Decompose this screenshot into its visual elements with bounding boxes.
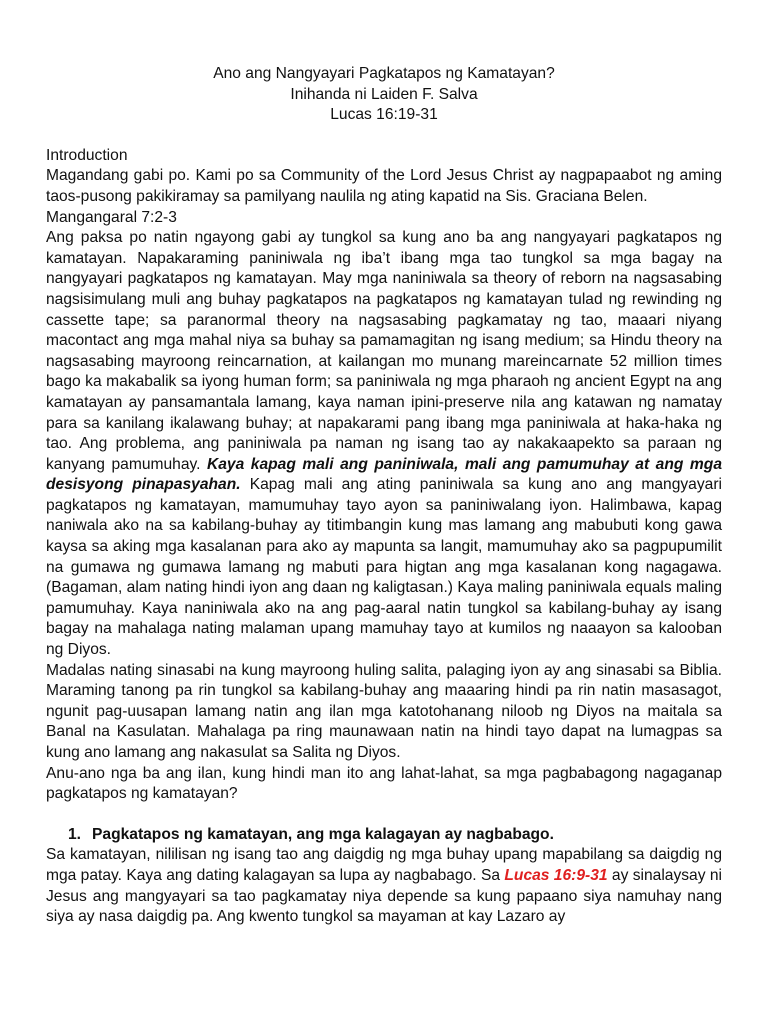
topic-paragraph	[46, 228, 722, 660]
section-1-paragraph	[46, 845, 722, 927]
section-1-text-a: Sa kamatayan, nililisan ng isang tao ang daigdig ng mga buhay upang mapabilang sa daigdig ng mga patay. Kaya ang dating kalagayan sa lupa ay nagbabago. Sa	[46, 846, 722, 884]
author-line: Inihanda ni Laiden F. Salva	[290, 85, 478, 103]
greeting-paragraph: Magandang gabi po. Kami po sa Community of the Lord Jesus Christ ay nagpapaabot ng aming taos-pusong pakikiramay sa pamilyang naulila ng ating kapatid na Sis. Graciana Belen.	[46, 167, 722, 205]
scripture-ref-link: Lucas 16:9-31	[504, 866, 608, 884]
bible-paragraph: Madalas nating sinasabi na kung mayroong huling salita, palaging iyon ay ang sinasabi sa Biblia. Maraming tanong pa rin tungkol sa kabilang-buhay ang maaaring hindi pa rin natin masasagot, ngunit pag-uusapan lamang natin ang ilan mga katotohanang niloob ng Diyos na maitala sa Banal na Kasulatan. Mahalaga pa ring maunawaan natin na hindi tayo dapat na lumagpas sa kung ano lamang ang nakasulat sa Salita ng Diyos.	[46, 661, 722, 761]
section-1-number: 1.	[68, 825, 82, 843]
verse-reference: Mangangaral 7:2-3	[46, 208, 177, 226]
scripture-reference: Lucas 16:19-31	[330, 106, 438, 124]
title-block	[46, 64, 722, 126]
section-1-title: Pagkatapos ng kamatayan, ang mga kalagayan ay nagbabago.	[92, 825, 554, 843]
question-paragraph: Anu-ano nga ba ang ilan, kung hindi man ito ang lahat-lahat, sa mga pagbabagong nagaganap pagkatapos ng kamatayan?	[46, 764, 722, 803]
section-1-heading	[46, 825, 722, 846]
topic-text-a: Ang paksa po natin ngayong gabi ay tungkol sa kung ano ba ang nangyayari pagkatapos ng kamatayan. Napakaraming paniniwala ng iba’t ibang mga tao tungkol sa mga bagay na nangyayari pagkatapos ng kamatayan. May mga naniniwala sa theory of reborn na nagsasabing nagsisimulang muli ang buhay pagkatapos na pagkatapos ng kamatayan tulad ng rewinding ng cassette tape; sa paranormal theory na nagsasabing pagkamatay ng tao, maaari niyang macontact ang mga mahal niya sa buhay sa pamamagitan ng isang medium; sa Hindu theory na nagsasabing mayroong reincarnation, at kailangan mo munang mareincarnate 52 million times bago ka makabalik sa iyong human form; sa paniniwala ng mga pharaoh ng ancient Egypt na ang kamatayan ay pansamantala lamang, kaya naman ipini-preserve nila ang katawan ng namatay para sa kanilang ikalawang buhay; at napakarami pang ibang mga paniniwala at haka-haka ng tao. Ang problema, ang paniniwala pa naman ng isang tao ay nakakaapekto sa paraan ng kanyang pamumuhay.	[46, 229, 722, 473]
topic-text-b: Kapag mali ang ating paniniwala sa kung ano ang mangyayari pagkatapos ng kamatayan, mamumuhay tayo ayon sa paniniwalang iyon. Halimbawa, kapag naniwala ako na sa kabilang-buhay ay titimbangin kung mas lamang ang mabubuti kong gawa kaysa sa aking mga kasalanan para ako ay mapunta sa langit, mamumuhay ako sa pagpupumilit na gumawa ng gumawa lamang ng mabuti para higtan ang mga kasalanan kong nagagawa. (Bagaman, alam nating hindi iyon ang daan ng kaligtasan.) Kaya maling paniniwala equals maling pamumuhay. Kaya naniniwala ako na ang pag-aaral natin tungkol sa kabilang-buhay ay isang bagay na mahalaga nating malaman upang mamuhay tayo at kumilos ng naaayon sa kalooban ng Diyos.	[46, 476, 722, 659]
section-1-text-b: ay sinalaysay ni Jesus ang mangyayari sa tao pagkamatay niya depende sa kung papaano siya namuhay nang siya ay nasa daigdig pa. Ang kwento tungkol sa mayaman at kay Lazaro ay	[46, 866, 722, 926]
emphasis-statement: Kaya kapag mali ang paniniwala, mali ang pamumuhay at ang mga desisyong pinapasyahan.	[46, 455, 722, 494]
document-title: Ano ang Nangyayari Pagkatapos ng Kamatayan?	[213, 65, 555, 82]
document-page	[46, 64, 722, 928]
intro-heading: Introduction	[46, 146, 128, 164]
